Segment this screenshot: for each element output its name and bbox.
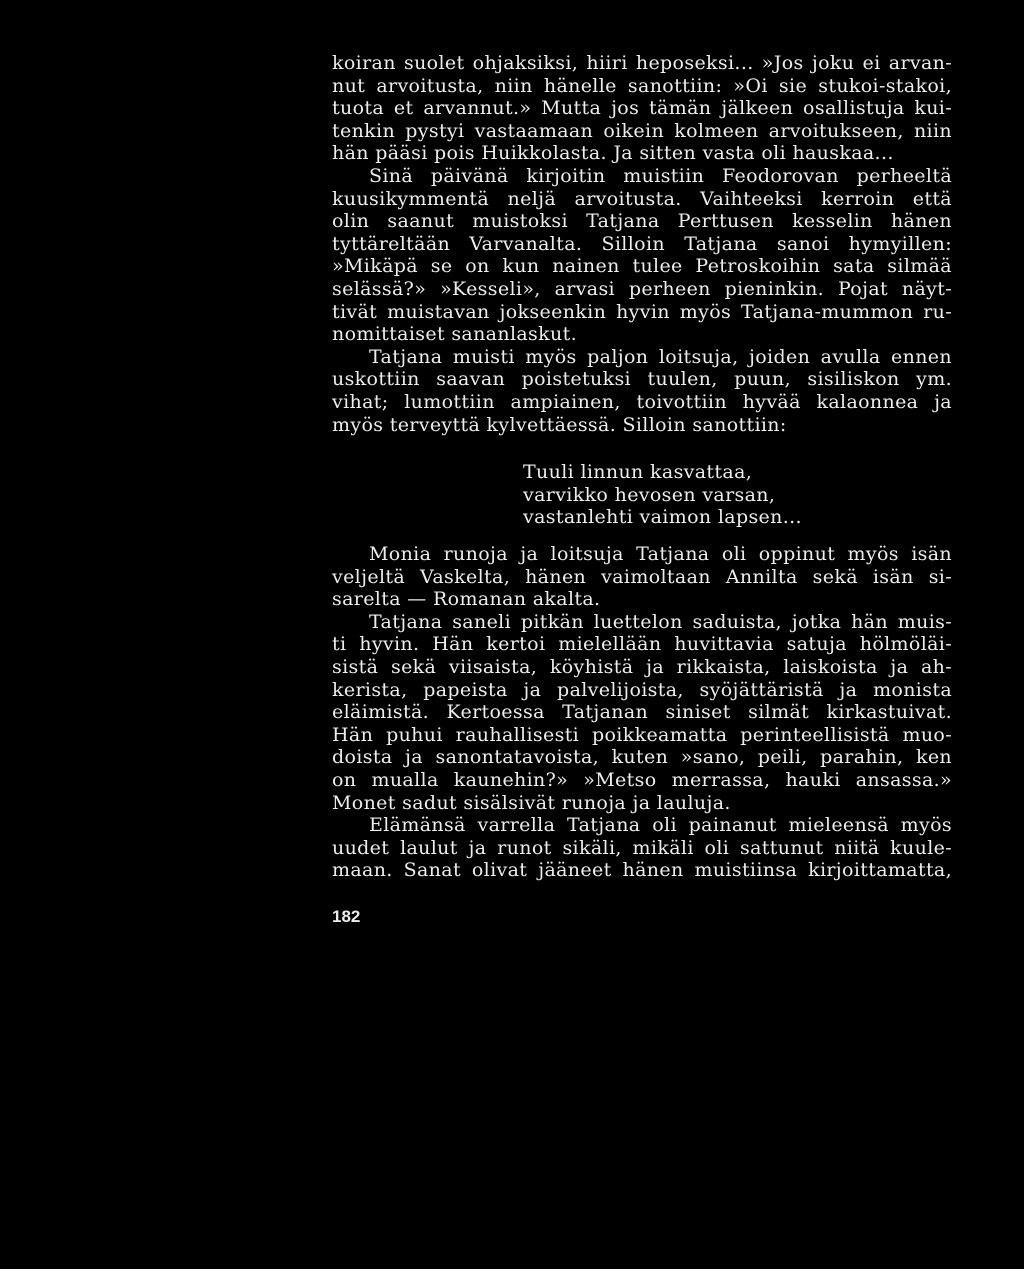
text-line: tivät muistavan jokseenkin hyvin myös Tatjana-mummon ru- bbox=[332, 300, 952, 323]
text-line: myös terveyttä kylvettäessä. Silloin sanottiin: bbox=[332, 413, 787, 436]
text-line: veljeltä Vaskelta, hänen vaimoltaan Annilta sekä isän si- bbox=[332, 565, 952, 588]
text-line: nomittaiset sananlaskut. bbox=[332, 323, 577, 346]
text-line: Monia runoja ja loitsuja Tatjana oli oppinut myös isän bbox=[369, 543, 952, 565]
text-line: sistä sekä viisaista, köyhistä ja rikkaista, laiskoista ja ah- bbox=[332, 655, 952, 678]
page-number: 182 bbox=[332, 907, 361, 926]
text-line: Tatjana muisti myös paljon loitsuja, joiden avulla ennen bbox=[369, 345, 952, 368]
text-line: tyttäreltään Varvanalta. Silloin Tatjana sanoi hymyillen: bbox=[332, 232, 952, 255]
text-line: eläimistä. Kertoessa Tatjanan siniset silmät kirkastuivat. bbox=[332, 701, 952, 724]
verse-line: vastanlehti vaimon lapsen... bbox=[523, 506, 802, 529]
text-line: ti hyvin. Hän kertoi mielellään huvittavia satuja hölmöläi- bbox=[332, 633, 952, 656]
text-line: on mualla kaunehin?» »Metso merrassa, hauki ansassa.» bbox=[332, 768, 952, 791]
text-line: Tatjana saneli pitkän luettelon saduista, jotka hän muis- bbox=[369, 610, 952, 633]
text-line: hän pääsi pois Huikkolasta. Ja sitten vasta oli hauskaa... bbox=[332, 142, 894, 165]
text-line: maan. Sanat olivat jääneet hänen muistiinsa kirjoittamatta, bbox=[332, 859, 952, 882]
text-line: tuota et arvannut.» Mutta jos tämän jälkeen osallistuja kui- bbox=[332, 97, 952, 120]
text-line: uudet laulut ja runot sikäli, mikäli oli sattunut niitä kuule- bbox=[332, 836, 952, 859]
verse-line: varvikko hevosen varsan, bbox=[523, 483, 776, 506]
verse-line: Tuuli linnun kasvattaa, bbox=[523, 461, 753, 483]
text-line: Monet sadut sisälsivät runoja ja lauluja. bbox=[332, 791, 731, 814]
text-line: koiran suolet ohjaksiksi, hiiri heposeksi... »Jos joku ei arvan- bbox=[332, 52, 952, 74]
text-line: selässä?» »Kesseli», arvasi perheen pieninkin. Pojat näyt- bbox=[332, 277, 952, 300]
body-text-upper bbox=[332, 52, 952, 436]
text-line: nut arvoitusta, niin hänelle sanottiin: »Oi sie stukoi-stakoi, bbox=[332, 74, 952, 97]
body-text-lower bbox=[332, 543, 952, 882]
text-line: sarelta — Romanan akalta. bbox=[332, 588, 601, 611]
text-line: tenkin pystyi vastaamaan oikein kolmeen arvoitukseen, niin bbox=[332, 119, 952, 142]
text-line: kerista, papeista ja palvelijoista, syöjättäristä ja monista bbox=[332, 678, 952, 701]
text-line: uskottiin saavan poistetuksi tuulen, puun, sisiliskon ym. bbox=[332, 368, 952, 391]
text-line: doista ja sanontatavoista, kuten »sano, peili, parahin, ken bbox=[332, 746, 952, 769]
text-line: Sinä päivänä kirjoitin muistiin Feodorovan perheeltä bbox=[369, 164, 952, 187]
text-line: Hän puhui rauhallisesti poikkeamatta perinteellisistä muo- bbox=[332, 723, 952, 746]
text-line: vihat; lumottiin ampiainen, toivottiin hyvää kalaonnea ja bbox=[332, 390, 952, 413]
verse-block bbox=[523, 461, 802, 529]
text-line: olin saanut muistoksi Tatjana Perttusen kesselin hänen bbox=[332, 210, 952, 233]
text-line: kuusikymmentä neljä arvoitusta. Vaihteeksi kerroin että bbox=[332, 187, 952, 210]
text-line: Elämänsä varrella Tatjana oli painanut mieleensä myös bbox=[369, 814, 952, 837]
text-line: »Mikäpä se on kun nainen tulee Petroskoihin sata silmää bbox=[332, 255, 952, 278]
